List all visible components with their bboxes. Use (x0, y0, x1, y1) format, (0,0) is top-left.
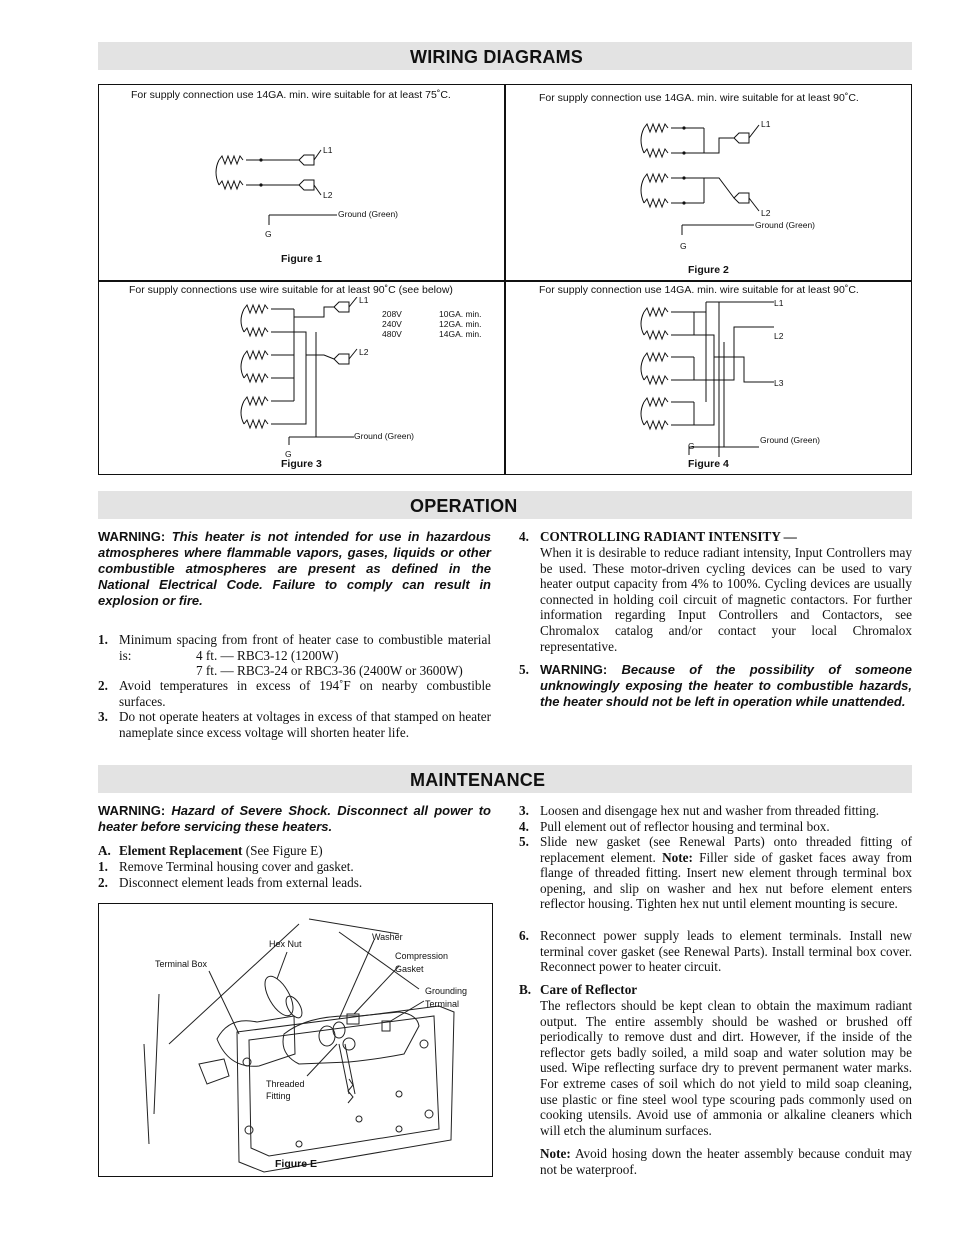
spacing-spec-2: 7 ft. — RBC3-24 or RBC3-36 (2400W or 3600W) (196, 663, 463, 678)
list-number: 6. (519, 928, 529, 943)
washer-label: Washer (372, 932, 403, 942)
g-label: G (285, 449, 292, 457)
l2-label: L2 (323, 190, 333, 200)
maintenance-warning (98, 803, 491, 835)
wiring-diagram-grid (98, 84, 912, 475)
threaded-label: Threaded (266, 1079, 305, 1089)
spacing-spec-1: 4 ft. — RBC3-12 (1200W) (196, 648, 339, 663)
note-text: Avoid hosing down the heater assembly because conduit may not be waterproof. (540, 1146, 912, 1177)
ground-label: Ground (Green) (755, 220, 815, 230)
warning-text: Because of the possibility of someone unknowingly exposing the heater to combustible hazards, the heater should not be left in operation while unattended. (540, 662, 912, 709)
section-a-title: Element Replacement (119, 843, 243, 858)
g-label: G (680, 241, 687, 251)
step-5-note: Filler side of gasket faces away from flange of threaded fitting. Insert new element through terminal box opening, and slip on washer and hex nut before element enters reflector housing. Tighten hex nut until element mounting is secure. (540, 849, 913, 912)
list-number: 3. (519, 803, 529, 818)
operation-item-5-warning (540, 662, 912, 710)
l2-label: L2 (359, 347, 369, 357)
figure-4-note: For supply connection use 14GA. min. wire suitable for at least 90˚C. (539, 284, 859, 296)
figure-3-caption: Figure 3 (281, 458, 322, 470)
list-number: 1. (98, 632, 108, 647)
terminal-label: Terminal (425, 999, 460, 1009)
warning-lead: WARNING: (98, 803, 166, 818)
maintenance-step-2: Disconnect element leads from external leads. (119, 875, 363, 890)
list-number: 4. (519, 529, 529, 544)
note-lead: Note: (540, 1146, 571, 1161)
gauge-480: 14GA. min. (439, 329, 482, 339)
figure-3-diagram (234, 297, 504, 457)
operation-item-2: Avoid temperatures in excess of 194˚F on nearby combustible surfaces. (119, 678, 491, 709)
fitting-label: Fitting (266, 1091, 291, 1101)
l1-label: L1 (323, 145, 333, 155)
list-number: 5. (519, 662, 529, 677)
figure-1-diagram (209, 140, 409, 240)
list-number: 5. (519, 834, 529, 849)
section-b-title: Care of Reflector (540, 982, 638, 997)
warning-text: This heater is not intended for use in hazardous atmospheres where flammable vapors, gases, liquids or other combustible atmospheres are present as defined in the National Electrical Code. Failure to comply can result in explosion or fire. (98, 529, 491, 608)
list-number: 3. (98, 709, 108, 724)
ground-label: Ground (Green) (354, 431, 414, 441)
maintenance-step-4: Pull element out of reflector housing and terminal box. (540, 819, 830, 834)
figure-4-caption: Figure 4 (688, 458, 729, 470)
note-lead: Note: (662, 849, 693, 865)
operation-item-3: Do not operate heaters at voltages in excess of that stamped on heater nameplate since excess voltage will shorten heater life. (119, 709, 491, 740)
grounding-label: Grounding (425, 986, 468, 996)
warning-text: Hazard of Severe Shock. Disconnect all power to heater before servicing these heaters. (98, 803, 491, 834)
figure-2-caption: Figure 2 (688, 264, 729, 276)
l1-label: L1 (774, 298, 784, 308)
figure-3-note: For supply connections use wire suitable for at least 90˚C (see below) (129, 284, 453, 296)
section-header-maintenance (98, 765, 912, 793)
voltage-480: 480V (382, 329, 402, 339)
section-letter: A. (98, 843, 111, 858)
warning-lead: WARNING: (540, 662, 608, 677)
figure-e-illustration (99, 904, 491, 1175)
maintenance-step-3: Loosen and disengage hex nut and washer from threaded fitting. (540, 803, 880, 818)
figure-1-note: For supply connection use 14GA. min. wire suitable for at least 75˚C. (131, 89, 451, 101)
l1-label: L1 (761, 119, 771, 129)
l3-label: L3 (774, 378, 784, 388)
care-of-reflector-text: The reflectors should be kept clean to obtain the maximum radiant output. The entire assembly should be washed or brushed off periodically to remove dust and dirt. However, if the inside of the reflector gets badly soiled, a mild soap and water solution may be used. Wipe reflecting surface dry to prevent permanent water marks. For extreme cases of soil which do not yield to mild soap cleaning, use plastic or fine steel wool type scouring pads commonly used on cooking utensils. Avoid use of ammonia or alkaline cleaners which will etch the aluminum surfaces. (540, 998, 912, 1138)
list-number: 2. (98, 875, 108, 890)
section-a-ref: (See Figure E) (245, 843, 323, 858)
gauge-208: 10GA. min. (439, 309, 482, 319)
section-title: MAINTENANCE (410, 770, 546, 790)
section-title: WIRING DIAGRAMS (410, 47, 583, 67)
figure-e-frame (98, 903, 493, 1177)
l1-label: L1 (359, 297, 369, 305)
ground-label: Ground (Green) (760, 435, 820, 445)
gasket-label: Gasket (395, 964, 424, 974)
voltage-208: 208V (382, 309, 402, 319)
section-a-heading (119, 843, 491, 859)
grid-divider (99, 280, 911, 282)
figure-2-note: For supply connection use 14GA. min. wire suitable for at least 90˚C. (539, 92, 859, 104)
g-label: G (265, 229, 272, 239)
hex-nut-label: Hex Nut (269, 939, 302, 949)
g-label: G (688, 441, 695, 451)
maintenance-step-1: Remove Terminal housing cover and gasket. (119, 859, 354, 874)
list-number: 4. (519, 819, 529, 834)
operation-item-1: Minimum spacing from front of heater case to combustible material is: (119, 632, 491, 663)
step-5-text: Slide new gasket (see Renewal Parts) onto threaded fitting of replacement element. (540, 834, 912, 865)
figure-e-caption: Figure E (275, 1158, 318, 1170)
gauge-240: 12GA. min. (439, 319, 482, 329)
operation-item-4: When it is desirable to reduce radiant intensity, Input Controllers may be used. These motor-driven cycling devices can be used to vary heater output capacity from 4% to 100%. Cycling devices are usually connected in holding coil circuit of magnetic contactors. For further information regarding Input Controllers and Contactors, see Chromalox catalog and/or contact your local Chromalox representative. (540, 545, 912, 654)
section-header-operation (98, 491, 912, 519)
terminal-box-label: Terminal Box (155, 959, 208, 969)
maintenance-step-6: Reconnect power supply leads to element terminals. Install new terminal cover gasket (see Renewal Parts). Install terminal box cover. Reconnect power to heater circuit. (540, 928, 912, 975)
warning-lead: WARNING: (98, 529, 166, 544)
l2-label: L2 (761, 208, 771, 218)
section-header-wiring (98, 42, 912, 70)
reflector-note (540, 1146, 912, 1177)
ground-label: Ground (Green) (338, 209, 398, 219)
figure-1-caption: Figure 1 (281, 253, 322, 265)
section-letter: B. (519, 982, 532, 997)
l2-label: L2 (774, 331, 784, 341)
list-number: 1. (98, 859, 108, 874)
compression-label: Compression (395, 951, 449, 961)
operation-warning (98, 529, 491, 609)
list-number: 2. (98, 678, 108, 693)
maintenance-step-5 (540, 834, 912, 912)
figure-4-diagram (634, 297, 864, 457)
section-title: OPERATION (410, 496, 518, 516)
voltage-240: 240V (382, 319, 402, 329)
item-4-title: CONTROLLING RADIANT INTENSITY — (540, 529, 797, 544)
figure-2-diagram (634, 113, 834, 253)
